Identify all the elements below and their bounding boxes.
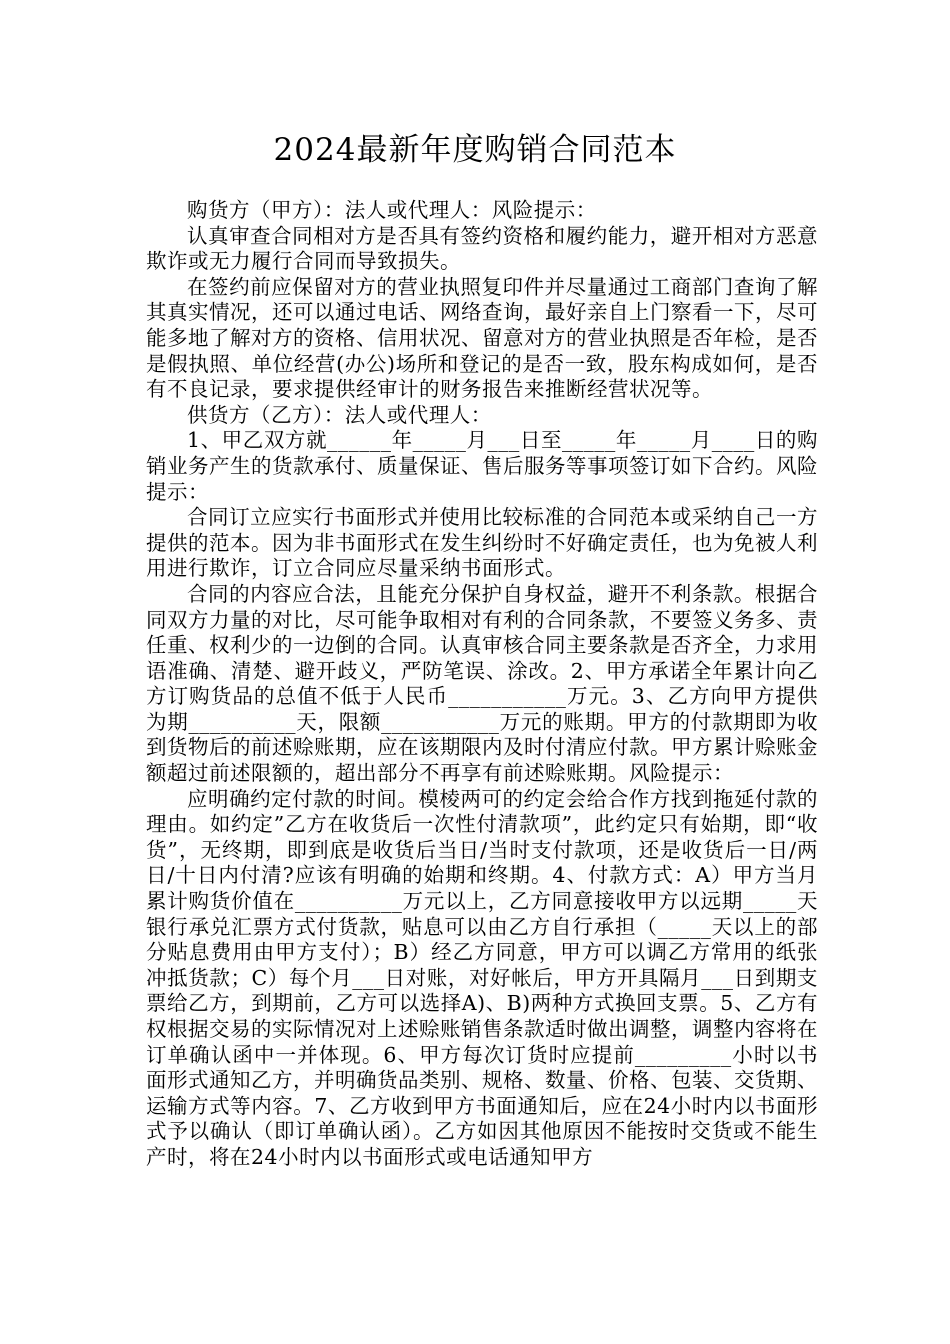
document-body xyxy=(146,198,818,1171)
document-title: 2024最新年度购销合同范本 xyxy=(273,132,677,168)
paragraph-license-check: 在签约前应保留对方的营业执照复印件并尽量通过工商部门查询了解其真实情况，还可以通过电话、网络查询，最好亲自上门察看一下，尽可能多地了解对方的资格、信用状况、留意对方的营业执照是否年检，是否是假执照、单位经营(办公)场所和登记的是否一致，股东构成如何，是否有不良记录，要求提供经审计的财务报告来推断经营状况等。 xyxy=(146,274,818,402)
paragraph-written-form: 合同订立应实行书面形式并使用比较标准的合同范本或采纳自己一方提供的范本。因为非书面形式在发生纠纷时不好确定责任，也为免被人利用进行欺诈，订立合同应尽量采纳书面形式。 xyxy=(146,505,818,581)
paragraph-contract-content: 合同的内容应合法，且能充分保护自身权益，避开不利条款。根据合同双方力量的对比，尽可能争取相对有利的合同条款，不要签义务多、责任重、权利少的一边倒的合同。认真审核合同主要条款是否齐全，力求用语准确、清楚、避开歧义，严防笔误、涂改。2、甲方承诺全年累计向乙方订购货品的总值不低于人民币___________万元。3、乙方向甲方提供为期__________天，限额___________万元的账期。甲方的付款期即为收到货物后的前述赊账期，应在该期限内及时付清应付款。甲方累计赊账金额超过前述限额的，超出部分不再享有前述赊账期。风险提示： xyxy=(146,581,818,786)
paragraph-clause-1: 1、甲乙双方就______年_____月___日至_____年_____月____日的购销业务产生的货款承付、质量保证、售后服务等事项签订如下合约。风险提示： xyxy=(146,428,818,504)
paragraph-buyer: 购货方（甲方）：法人或代理人：风险提示： xyxy=(187,198,597,222)
paragraph-risk-review: 认真审查合同相对方是否具有签约资格和履约能力，避开相对方恶意欺诈或无力履行合同而导致损失。 xyxy=(146,223,818,274)
paragraph-payment-terms: 应明确约定付款的时间。模棱两可的约定会给合作方找到拖延付款的理由。如约定”乙方在收货后一次性付清款项”，此约定只有始期，即“收货”，无终期，即到底是收货后当日/当时支付款项，还是收货后一日/两日/十日内付清?应该有明确的始期和终期。4、付款方式：A）甲方当月累计购货价值在__________万元以上，乙方同意接收甲方以远期_____天银行承兑汇票方式付货款，贴息可以由乙方自行承担（_____天以上的部分贴息费用由甲方支付）；B）经乙方同意，甲方可以调乙方常用的纸张冲抵货款；C）每个月___日对账，对好帐后，甲方开具隔月___日到期支票给乙方，到期前，乙方可以选择A)、B)两种方式换回支票。5、乙方有权根据交易的实际情况对上述赊账销售条款适时做出调整，调整内容将在订单确认函中一并体现。6、甲方每次订货时应提前_________小时以书面形式通知乙方，并明确货品类别、规格、数量、价格、包装、交货期、运输方式等内容。7、乙方收到甲方书面通知后，应在24小时内以书面形式予以确认（即订单确认函）。乙方如因其他原因不能按时交货或不能生产时，将在24小时内以书面形式或电话通知甲方 xyxy=(146,786,818,1169)
paragraph-seller: 供货方（乙方）：法人或代理人： xyxy=(187,402,492,427)
